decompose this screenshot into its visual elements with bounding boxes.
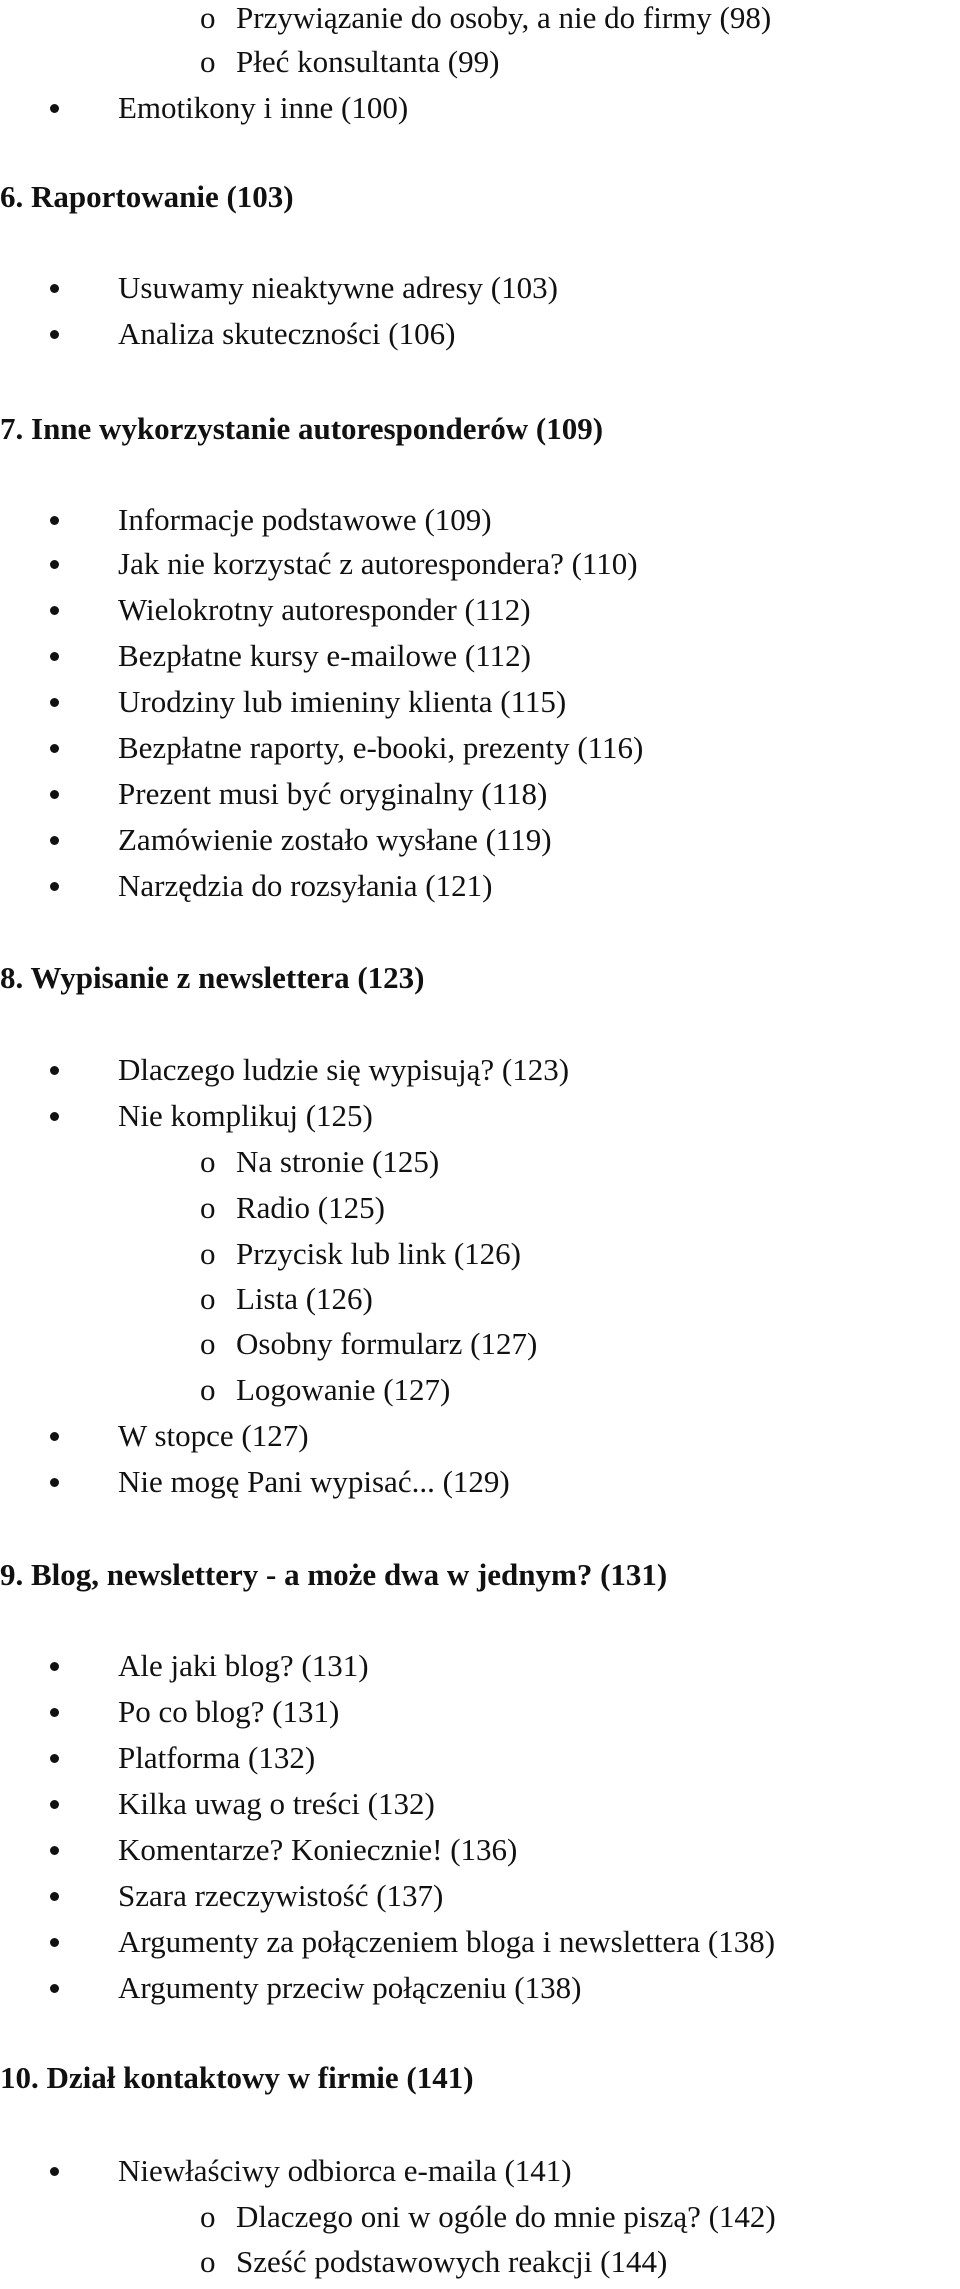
entry-text: Informacje podstawowe (109) bbox=[118, 502, 492, 537]
entry-text: Zamówienie zostało wysłane (119) bbox=[118, 822, 552, 857]
entry-text: Logowanie (127) bbox=[236, 1372, 451, 1407]
circle-bullet: o bbox=[200, 1281, 216, 1316]
entry-text: Szara rzeczywistość (137) bbox=[118, 1878, 444, 1913]
entry-text: Analiza skuteczności (106) bbox=[118, 316, 456, 351]
entry-text: Kilka uwag o treści (132) bbox=[118, 1786, 435, 1821]
heading-text: 7. Inne wykorzystanie autoresponderów (109) bbox=[0, 411, 604, 446]
circle-bullet: o bbox=[200, 1236, 216, 1271]
entry-text: Lista (126) bbox=[236, 1281, 373, 1316]
entry-text: Nie komplikuj (125) bbox=[118, 1098, 373, 1133]
circle-bullet: o bbox=[200, 2244, 216, 2279]
entry-text: Jak nie korzystać z autorespondera? (110) bbox=[118, 546, 638, 581]
entry-text: Bezpłatne raporty, e-booki, prezenty (116) bbox=[118, 730, 644, 765]
entry-text: W stopce (127) bbox=[118, 1418, 309, 1453]
circle-bullet: o bbox=[200, 1372, 216, 1407]
heading-text: 8. Wypisanie z newslettera (123) bbox=[0, 960, 425, 995]
entry-text: Nie mogę Pani wypisać... (129) bbox=[118, 1464, 510, 1499]
entry-text: Dlaczego ludzie się wypisują? (123) bbox=[118, 1052, 570, 1087]
entry-text: Bezpłatne kursy e-mailowe (112) bbox=[118, 638, 531, 673]
entry-text: Wielokrotny autoresponder (112) bbox=[118, 592, 531, 627]
entry-text: Emotikony i inne (100) bbox=[118, 90, 409, 125]
entry-text: Po co blog? (131) bbox=[118, 1694, 340, 1729]
entry-text: Argumenty za połączeniem bloga i newslettera (138) bbox=[118, 1924, 776, 1959]
circle-bullet: o bbox=[200, 1326, 216, 1361]
entry-text: Na stronie (125) bbox=[236, 1144, 440, 1179]
circle-bullet: o bbox=[200, 0, 216, 35]
entry-text: Dlaczego oni w ogóle do mnie piszą? (142) bbox=[236, 2199, 776, 2234]
entry-text: Argumenty przeciw połączeniu (138) bbox=[118, 1970, 582, 2005]
entry-text: Płeć konsultanta (99) bbox=[236, 44, 500, 79]
circle-bullet: o bbox=[200, 44, 216, 79]
entry-text: Urodziny lub imieniny klienta (115) bbox=[118, 684, 567, 719]
entry-text: Przywiązanie do osoby, a nie do firmy (98) bbox=[236, 0, 772, 35]
heading-text: 9. Blog, newslettery - a może dwa w jednym? (131) bbox=[0, 1557, 668, 1592]
entry-text: Prezent musi być oryginalny (118) bbox=[118, 776, 548, 811]
entry-text: Komentarze? Koniecznie! (136) bbox=[118, 1832, 518, 1867]
circle-bullet: o bbox=[200, 1190, 216, 1225]
circle-bullet: o bbox=[200, 1144, 216, 1179]
entry-text: Narzędzia do rozsyłania (121) bbox=[118, 868, 493, 903]
entry-text: Przycisk lub link (126) bbox=[236, 1236, 521, 1271]
entry-text: Ale jaki blog? (131) bbox=[118, 1648, 369, 1683]
circle-bullet: o bbox=[200, 2199, 216, 2234]
heading-text: 6. Raportowanie (103) bbox=[0, 179, 294, 214]
entry-text: Niewłaściwy odbiorca e-maila (141) bbox=[118, 2153, 572, 2188]
entry-text: Usuwamy nieaktywne adresy (103) bbox=[118, 270, 558, 305]
entry-text: Platforma (132) bbox=[118, 1740, 316, 1775]
entry-text: Radio (125) bbox=[236, 1190, 385, 1225]
heading-text: 10. Dział kontaktowy w firmie (141) bbox=[0, 2060, 474, 2095]
entry-text: Sześć podstawowych reakcji (144) bbox=[236, 2244, 668, 2279]
entry-text: Osobny formularz (127) bbox=[236, 1326, 538, 1361]
